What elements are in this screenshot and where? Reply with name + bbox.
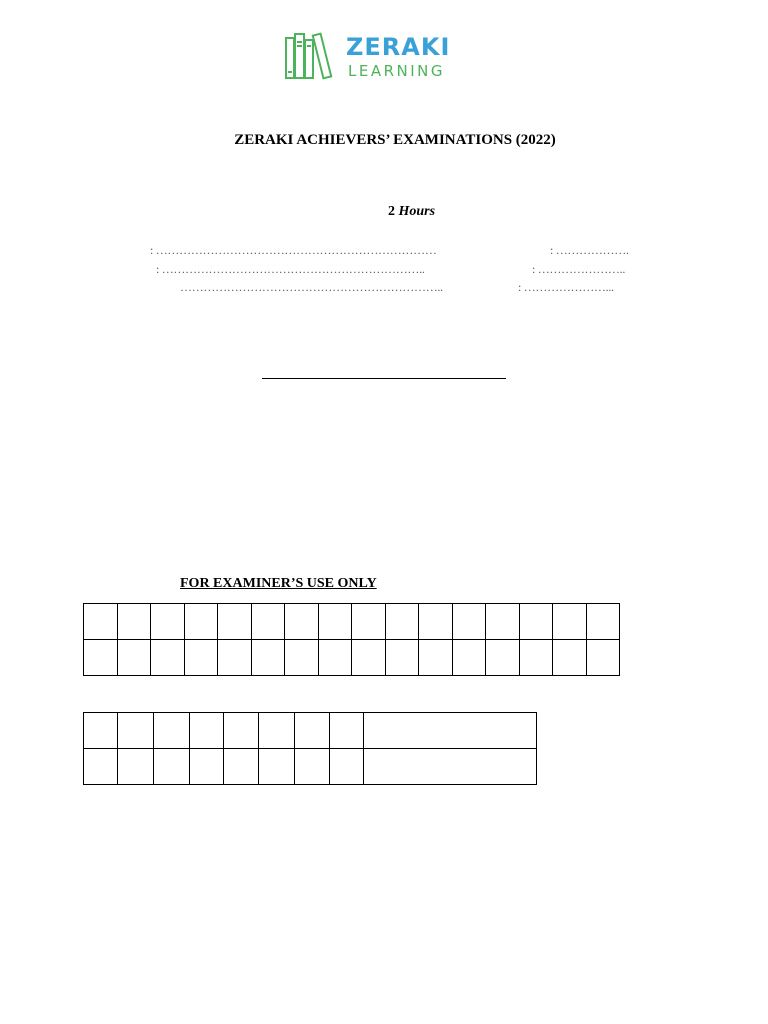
score-cell[interactable] xyxy=(218,640,252,676)
exam-title: ZERAKI ACHIEVERS’ EXAMINATIONS (2022) xyxy=(234,132,556,148)
score-cell[interactable] xyxy=(84,749,118,785)
score-cell[interactable] xyxy=(318,640,352,676)
score-cell[interactable] xyxy=(285,604,319,640)
score-cell[interactable] xyxy=(586,640,620,676)
score-cell[interactable] xyxy=(251,640,285,676)
score-cell[interactable] xyxy=(154,749,190,785)
score-cell[interactable] xyxy=(259,713,295,749)
score-cell[interactable] xyxy=(190,713,224,749)
score-cell[interactable] xyxy=(117,640,151,676)
field-line-2-left[interactable]: : ………………………………………………………….. xyxy=(156,262,425,276)
score-cell[interactable] xyxy=(318,604,352,640)
examiner-score-table-totals xyxy=(83,712,537,785)
score-row xyxy=(84,604,620,640)
score-cell[interactable] xyxy=(118,713,154,749)
score-row xyxy=(84,640,620,676)
score-cell[interactable] xyxy=(84,604,118,640)
score-cell[interactable] xyxy=(184,640,218,676)
duration-number: 2 xyxy=(388,204,395,219)
score-cell[interactable] xyxy=(419,604,453,640)
signature-rule xyxy=(262,378,506,379)
score-cell[interactable] xyxy=(452,640,486,676)
score-cell[interactable] xyxy=(486,604,520,640)
field-line-1-right[interactable]: : ………………. xyxy=(550,243,629,257)
score-cell[interactable] xyxy=(452,604,486,640)
zeraki-logo xyxy=(284,30,474,85)
score-cell[interactable] xyxy=(184,604,218,640)
score-cell[interactable] xyxy=(151,640,185,676)
score-cell[interactable] xyxy=(586,604,620,640)
score-cell[interactable] xyxy=(553,640,587,676)
score-cell[interactable] xyxy=(84,713,118,749)
logo-wordmark-zeraki: ZERAKI xyxy=(346,33,451,61)
score-cell[interactable] xyxy=(419,640,453,676)
logo-wordmark-learning: LEARNING xyxy=(348,62,446,80)
score-cell[interactable] xyxy=(364,713,537,749)
score-cell[interactable] xyxy=(259,749,295,785)
field-line-3-left[interactable]: ………………………………………………………….. xyxy=(180,280,443,294)
score-row xyxy=(84,713,537,749)
field-line-2-right[interactable]: : ………………….. xyxy=(532,262,626,276)
score-cell[interactable] xyxy=(352,640,386,676)
books-icon xyxy=(284,30,340,82)
score-cell[interactable] xyxy=(385,640,419,676)
duration-unit: Hours xyxy=(398,204,436,219)
score-cell[interactable] xyxy=(151,604,185,640)
examiner-heading: FOR EXAMINER’S USE ONLY xyxy=(180,576,377,591)
score-cell[interactable] xyxy=(330,749,364,785)
score-row xyxy=(84,749,537,785)
score-cell[interactable] xyxy=(352,604,386,640)
score-cell[interactable] xyxy=(295,713,330,749)
score-cell[interactable] xyxy=(553,604,587,640)
examiner-score-table-questions xyxy=(83,603,620,676)
score-cell[interactable] xyxy=(364,749,537,785)
field-line-3-right[interactable]: : …………………... xyxy=(518,280,614,294)
score-cell[interactable] xyxy=(285,640,319,676)
score-cell[interactable] xyxy=(486,640,520,676)
score-cell[interactable] xyxy=(519,640,553,676)
exam-duration xyxy=(388,204,435,220)
score-cell[interactable] xyxy=(117,604,151,640)
score-cell[interactable] xyxy=(295,749,330,785)
score-cell[interactable] xyxy=(224,749,259,785)
score-cell[interactable] xyxy=(84,640,118,676)
score-cell[interactable] xyxy=(218,604,252,640)
field-line-1-left[interactable]: : ……………………………………………………………… xyxy=(150,243,437,257)
score-cell[interactable] xyxy=(330,713,364,749)
score-cell[interactable] xyxy=(118,749,154,785)
score-cell[interactable] xyxy=(154,713,190,749)
score-cell[interactable] xyxy=(519,604,553,640)
score-cell[interactable] xyxy=(190,749,224,785)
score-cell[interactable] xyxy=(385,604,419,640)
score-cell[interactable] xyxy=(251,604,285,640)
score-cell[interactable] xyxy=(224,713,259,749)
